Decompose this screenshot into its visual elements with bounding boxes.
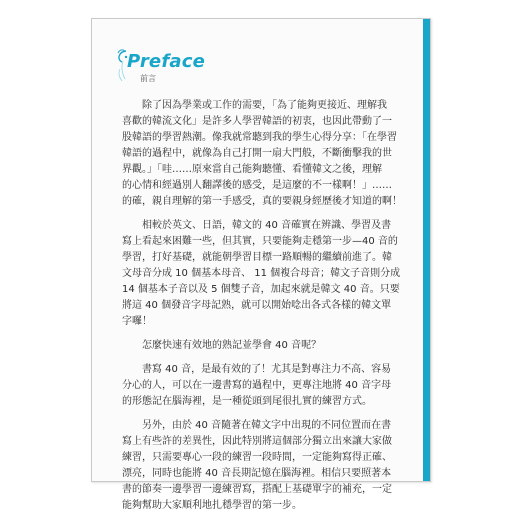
text-line: 漂亮，同時也能將 40 音長期記憶在腦海裡。相信只要照著本 (122, 468, 392, 479)
preface-body (122, 98, 404, 522)
text-line: 界觀。」「哇……原來當自己能夠聽懂、看懂韓文之後，理解 (122, 164, 382, 175)
page-edge-bar (423, 19, 430, 481)
text-line: 將這 40 個發音字母記熟，就可以開始唸出各式各樣的韓文單 (122, 300, 392, 311)
page-subtitle: 前言 (140, 74, 156, 83)
text-line: 股韓語的學習熱潮。像我就常聽到我的學生心得分享：「在學習 (122, 132, 397, 143)
text-line: 的形態記在腦海裡，是一種從頭到尾很扎實的練習方式。 (122, 396, 372, 407)
paragraph (122, 218, 404, 330)
text-line: 學習，打好基礎，就能朝學習目標一路順暢的繼續前進了。韓 (122, 252, 392, 263)
page-title: Preface (127, 51, 205, 72)
text-line: 韓語的過程中，就像為自己打開一扇大門般，不斷衝擊我的世 (122, 148, 392, 159)
text-line: 的心情和經過別人翻譯後的感受，是這麼的不一樣啊！」…… (122, 180, 392, 191)
text-line: 喜歡的韓流文化」是許多人學習韓語的初衷，也因此帶動了一 (122, 116, 392, 127)
text-line: 除了因為學業或工作的需要，「為了能夠更接近、理解我 (142, 100, 387, 111)
text-line: 書寫 40 音，是最有效的了！尤其是對專注力不高、容易 (142, 364, 392, 375)
text-line: 14 個基本子音以及 5 個雙子音，加起來就是韓文 40 音。只要 (122, 284, 400, 295)
book-page (91, 18, 431, 511)
text-line: 的確，親自理解的第一手感受，真的要親身經歷後才知道的啊！ (122, 196, 402, 207)
text-line: 能夠幫助大家順利地扎穩學習的第一步。 (122, 500, 302, 511)
question-line (122, 338, 404, 354)
text-line: 文母音分成 10 個基本母音、 11 個複合母音；韓文子音則分成 (122, 268, 401, 279)
text-line: 書的節奏一邊學習一邊練習寫，搭配上基礎單字的補充，一定 (122, 484, 392, 495)
text-line: 分心的人，可以在一邊書寫的過程中，更專注地將 40 音字母 (122, 380, 392, 391)
text-line: 怎麼快速有效地的熟記並學會 40 音呢？ (142, 340, 322, 351)
text-line: 相較於英文、日語，韓文的 40 音確實在辨識、學習及書 (142, 220, 392, 231)
text-line: 字囉！ (122, 316, 152, 327)
paragraph (122, 98, 404, 210)
text-line: 寫上看起來困難一些，但其實，只要能夠走穩第一步—40 音的 (122, 236, 398, 247)
paragraph (122, 362, 404, 410)
text-line: 另外，由於 40 音隨著在韓文字中出現的不同位置而在書 (142, 420, 392, 431)
text-line: 練習，只需要專心一段的練習一段時間，一定能夠寫得正確、 (122, 452, 392, 463)
preface-header (114, 49, 294, 89)
text-line: 寫上有些許的差異性，因此特別將這個部分獨立出來讓大家做 (122, 436, 392, 447)
